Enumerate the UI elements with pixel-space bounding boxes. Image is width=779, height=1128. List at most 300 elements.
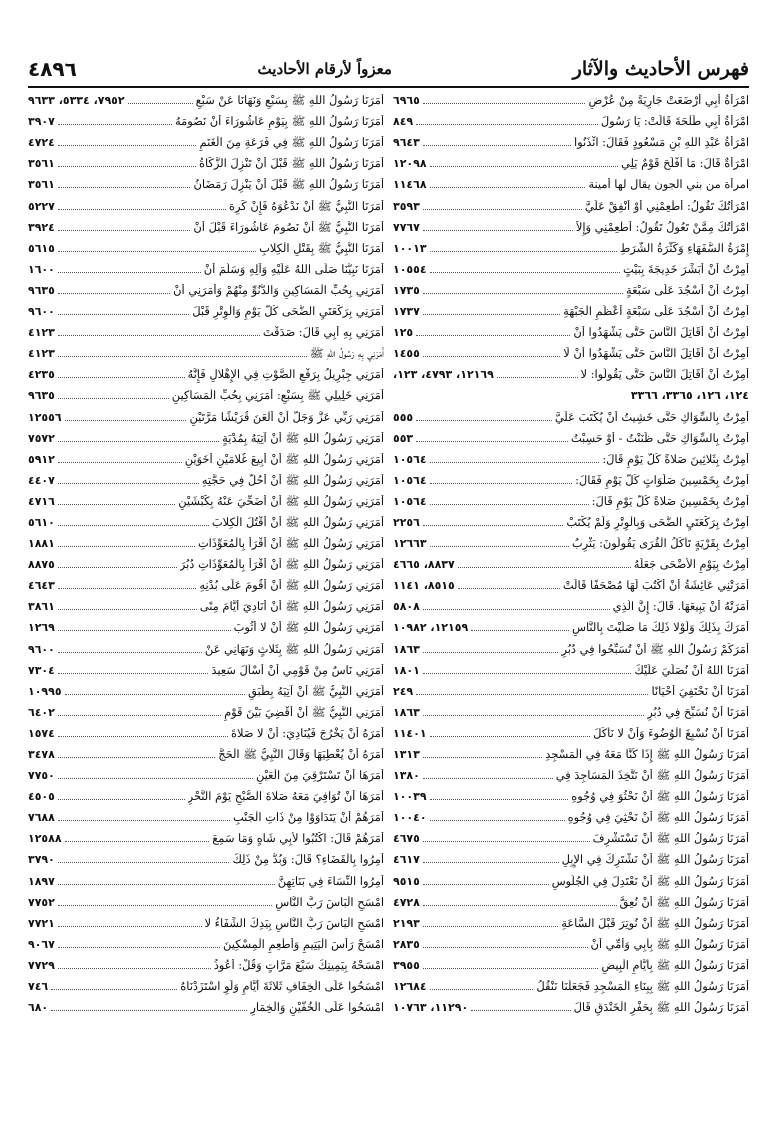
dot-leader	[423, 905, 617, 906]
hadith-incipit: أَمَرَنَا النَّبِيُّ ﷺ أَنْ نَدْعُوَهُ فَإِنْ كَرِهَ	[229, 199, 384, 213]
hadith-numbers: ٢٢٥٦	[393, 515, 420, 529]
hadith-incipit: أَمَرَنِي نَاسٌ مِنْ قَوْمِي أَنْ أَسْأَلَ سَعِيدَ	[211, 663, 384, 677]
hadith-numbers: ٤٧٢٤	[28, 136, 55, 150]
hadith-numbers: ٦٨٠	[28, 1001, 49, 1015]
dot-leader	[423, 862, 559, 863]
dot-leader	[58, 968, 211, 969]
dot-leader	[416, 694, 648, 695]
hadith-incipit: أُمِرْتُ بِرَكْعَتَيِ الضُّحَى وَبِالْوِتْرِ وَلَمْ يُكْتَبْ	[566, 515, 749, 529]
hadith-numbers: ٣٨٦١	[28, 600, 55, 614]
dot-leader	[58, 947, 220, 948]
hadith-incipit: أُمِرُوا بِالْقَضَاءِ؟ قَالَ: وَبُدٌّ مِنْ ذَلِكَ	[232, 853, 384, 867]
index-entry	[28, 215, 384, 236]
index-entry	[28, 468, 384, 489]
hadith-incipit: امْرَأَتُكَ مِمَّنْ تَعُولُ تَقُولُ: أَطْعِمْنِي وَإِلاَّ	[575, 220, 749, 234]
hadith-numbers: ٣٩٥٥	[393, 958, 420, 972]
page-number: ٤٨٩٦	[28, 57, 77, 81]
dot-leader	[458, 567, 631, 568]
dot-leader	[58, 630, 231, 631]
hadith-numbers: ٣٩٠٧	[28, 115, 55, 129]
dot-leader	[423, 841, 590, 842]
index-entry	[28, 784, 384, 805]
index-entry	[393, 636, 749, 657]
hadith-numbers: ٩٠٦٧	[28, 937, 55, 951]
hadith-numbers: ٧٩٥٢، ٥٣٣٤، ٩٦٣٣	[28, 94, 125, 108]
index-entry	[393, 594, 749, 615]
dot-leader	[58, 715, 221, 716]
hadith-incipit: أَمَرَنَا النَّبِيُّ ﷺ أَنْ نَصُومَ عَاشُورَاءَ قَبْلَ أَنْ	[193, 220, 384, 234]
hadith-numbers: ٤٦٤٣	[28, 579, 55, 593]
index-columns	[28, 88, 749, 1110]
hadith-numbers: ٤٤٠٧	[28, 473, 55, 487]
index-entry	[28, 404, 384, 425]
dot-leader	[430, 504, 589, 505]
hadith-incipit: أَمَرَنَا رَسُولُ اللهِ ﷺ قَبْلَ أَنْ يَنْزِلَ رَمَضَانُ	[193, 178, 384, 192]
index-entry	[393, 510, 749, 531]
hadith-numbers: ٤٦٧٥	[393, 832, 420, 846]
hadith-numbers: ٥٥٣	[393, 431, 414, 445]
index-entry	[28, 552, 384, 573]
hadith-incipit: امْرَأةُ أَبِي طَلْحَةَ قَالَتْ: يَا رَسُولَ	[600, 115, 749, 129]
hadith-incipit: أُمِرْتُ بِقَرْيَةٍ تَأْكُلُ الْقُرَى يَقُولُونَ: يَثْرِبُ	[571, 537, 749, 551]
hadith-incipit: أَمَرَنَا رَسُولُ اللهِ ﷺ أَنْ نَعْتَدِلَ فِي الْجُلُوسِ	[551, 874, 749, 888]
hadith-numbers: ١٥٧٤	[28, 726, 55, 740]
index-entry	[393, 151, 749, 172]
hadith-numbers: ٥٩١٢	[28, 452, 55, 466]
dot-leader	[58, 609, 197, 610]
hadith-numbers: ١٨٩٧	[28, 874, 55, 888]
hadith-numbers: ١٠٩٩٥	[28, 684, 62, 698]
dot-leader	[430, 272, 620, 273]
hadith-numbers: ٧٦٨٨	[28, 811, 55, 825]
hadith-numbers: ١٠٥٦٤	[393, 452, 427, 466]
hadith-numbers: ١٢١٦٩، ٤٧٩٣، ١٢٣،	[393, 368, 494, 382]
index-entry	[393, 742, 749, 763]
hadith-numbers: ٥٦١٥	[28, 241, 55, 255]
hadith-incipit: أَمَرَنِي النَّبِيُّ ﷺ أَنْ آتِيَهُ بِطَبَقٍ	[248, 684, 384, 698]
hadith-numbers: ٧٣٠٤	[28, 663, 55, 677]
hadith-incipit: أُمِرْتُ بِخَمْسِينَ صَلَوَاتٍ كُلَّ يَوْمٍ فَقَالَ:	[575, 473, 749, 487]
index-entry	[28, 658, 384, 679]
index-entry	[393, 172, 749, 193]
index-entry	[393, 805, 749, 826]
hadith-numbers: ٧٥٧٢	[28, 431, 55, 445]
index-entry	[393, 320, 749, 341]
index-entry	[393, 700, 749, 721]
dot-leader	[430, 989, 534, 990]
hadith-incipit: أَمَرَنَا رَسُولُ اللهِ ﷺ أَنْ نُوتِرَ قَبْلَ السَّاعَةِ	[561, 916, 749, 930]
index-entry	[28, 573, 384, 594]
index-entry	[393, 130, 749, 151]
index-entry	[393, 468, 749, 489]
hadith-incipit: أَمَرَهَا أَنْ تُوَافِيَ مَعَهُ صَلاةَ الصُّبْحِ يَوْمَ النَّحْرِ	[187, 790, 384, 804]
section-subtitle: معزواً لأرقام الأحاديث	[257, 60, 392, 78]
hadith-incipit: أُمِرْتُ أَنْ أُقَاتِلَ النَّاسَ حَتَّى يَقُولُوا: لا	[580, 368, 749, 382]
hadith-incipit: أَمَرَنِي رَسُولُ اللهِ ﷺ أَنْ أَقْرَأَ بِالْمُعَوِّذَاتِ	[197, 537, 384, 551]
hadith-numbers: ٣٥٦١	[28, 157, 55, 171]
dot-leader	[58, 736, 228, 737]
hadith-numbers: ١٢١٥٩، ١٠٩٨٢	[393, 621, 469, 635]
dot-leader	[430, 546, 569, 547]
index-entry	[28, 679, 384, 700]
hadith-incipit: أَمَرَنِي النَّبِيُّ ﷺ أَنْ أَقْضِيَ بَيْنَ قَوْمٍ	[224, 705, 384, 719]
dot-leader	[423, 103, 586, 104]
hadith-numbers: ١٢٥٨٨	[28, 832, 62, 846]
dot-leader	[423, 209, 582, 210]
page-header	[28, 52, 749, 88]
index-entry	[393, 932, 749, 953]
dot-leader	[58, 441, 219, 442]
dot-leader	[58, 778, 253, 779]
dot-leader	[416, 335, 570, 336]
hadith-numbers: ١٧٣٥	[393, 283, 420, 297]
dot-leader	[58, 588, 197, 589]
hadith-numbers: ٦٩٦٥	[393, 94, 420, 108]
hadith-incipit: إِمْرَةُ السُّفَهَاءِ وَكَثْرَةُ الشُّرَطِ	[619, 241, 749, 255]
dot-leader	[58, 884, 275, 885]
index-entry	[28, 193, 384, 214]
dot-leader	[430, 736, 590, 737]
hadith-numbers: ١٢٥٥٦	[28, 410, 62, 424]
dot-leader	[51, 989, 177, 990]
hadith-numbers: ٨٨٣٧، ٤٦٦٥	[393, 558, 455, 572]
index-entry	[393, 278, 749, 299]
hadith-incipit: أَمَرَنِي رَسُولُ اللهِ ﷺ أَنْ آتِيَهُ بِمُدْيَةٍ	[222, 431, 384, 445]
hadith-incipit: امرأة من بني الجون يقال لها أمينة	[588, 178, 749, 192]
hadith-incipit: أَمَرَهُ أَنْ يَخْرُجَ فَيُنَادِيَ: أَنْ لا صَلاةَ	[230, 726, 384, 740]
hadith-numbers: ١٠٠٣٩	[393, 790, 427, 804]
hadith-incipit: أَمَرَكُمْ رَسُولُ اللهِ ﷺ أَنْ تُسَبِّحُوا فِي دُبُرِ	[561, 642, 749, 656]
index-entry	[28, 826, 384, 847]
hadith-incipit: امْرَأَتُكَ تَقُولُ: أَطْعِمْنِي أَوْ أَنْفِقْ عَلَيَّ	[584, 199, 749, 213]
dot-leader	[430, 251, 617, 252]
dot-leader	[423, 715, 644, 716]
hadith-incipit: امْسَحْهُ بِيَمِينِكَ سَبْعَ مَرَّاتٍ وَقُلْ: أَعُوذُ	[213, 958, 384, 972]
hadith-numbers: ١٣٨٠	[393, 769, 420, 783]
hadith-incipit: أَمَرَنَا رَسُولُ اللهِ ﷺ قَبْلَ أَنْ تَنْزِلَ الزَّكَاةُ	[198, 157, 384, 171]
index-entry	[393, 974, 749, 995]
index-entry	[393, 362, 749, 383]
index-entry	[28, 890, 384, 911]
dot-leader	[58, 145, 197, 146]
hadith-incipit: أَمَرَنَا رَسُولُ اللهِ ﷺ أَنْ نَسْتَشْرِفَ	[592, 832, 749, 846]
dot-leader	[58, 757, 215, 758]
dot-leader	[128, 103, 193, 104]
hadith-numbers: ١٢٤، ١٢٦، ٣٣٦٥، ٣٣٦٦	[630, 389, 749, 403]
hadith-incipit: أُمِرْتُ أَنْ أَسْجُدَ عَلَى سَبْعَةٍ	[626, 283, 749, 297]
hadith-numbers: ٧٧٥٢	[28, 895, 55, 909]
index-entry	[28, 932, 384, 953]
hadith-incipit: أَمَرَنَا رَسُولُ اللهِ ﷺ بِبِنَاءِ الْمَسْجِدِ فَجَعَلْنَا نَنْقُلُ	[536, 980, 749, 994]
hadith-incipit: أُمِرْتُ بِثَلاثِينَ صَلاةً كُلَّ يَوْمٍ قَالَ:	[602, 452, 749, 466]
hadith-incipit: أَمَرَنِي رَسُولُ اللهِ ﷺ أَنْ أُضَحِّيَ عَنْهُ بِكَبْشَيْنِ	[178, 494, 384, 508]
index-entry	[393, 784, 749, 805]
dot-leader	[58, 251, 256, 252]
hadith-incipit: أُمِرْتُ بِالسِّوَاكِ حَتَّى خَشِيتُ أَنْ يُكْتَبَ عَلَيَّ	[554, 410, 749, 424]
hadith-incipit: امْسَحُوا عَلَى الْخُفَّيْنِ وَالْخِمَارِ	[250, 1001, 384, 1015]
hadith-numbers: ٧٧٦٧	[393, 220, 420, 234]
hadith-numbers: ١٢٦٩	[28, 621, 55, 635]
dot-leader	[58, 272, 201, 273]
hadith-numbers: ١٢٦٨٤	[393, 980, 427, 994]
index-entry	[28, 151, 384, 172]
dot-leader	[58, 905, 272, 906]
hadith-numbers: ٢٤٩	[393, 684, 414, 698]
hadith-numbers: ١٢٦٦٣	[393, 537, 427, 551]
index-entry	[28, 172, 384, 193]
hadith-incipit: أَمَرَنِي رَسُولُ اللهِ ﷺ أَنْ أَبِيعَ غُلامَيْنِ أَخَوَيْنِ	[184, 452, 384, 466]
dot-leader	[58, 335, 260, 336]
dot-leader	[58, 293, 170, 294]
index-entry	[28, 88, 384, 109]
dot-leader	[58, 483, 199, 484]
hadith-incipit: أَمَرَنَا أَنْ نُسْبِغَ الْوُضُوءَ وَأَنْ لا نَأْكُلَ	[593, 726, 749, 740]
hadith-incipit: أَمَرَنَا رَسُولُ اللهِ ﷺ أَنْ نُعِقَّ	[619, 895, 749, 909]
hadith-numbers: ١٠٥٦٤	[393, 473, 427, 487]
index-entry	[28, 510, 384, 531]
index-entry	[393, 404, 749, 425]
hadith-numbers: ٣٥٩٣	[393, 199, 420, 213]
hadith-numbers: ١٦٠٠	[28, 262, 55, 276]
hadith-incipit: أُمِرْتُ بِيَوْمِ الأَضْحَى جَعَلَهُ	[633, 558, 749, 572]
hadith-incipit: امْسَحِ الْبَاسَ رَبَّ النَّاسِ بِيَدِكَ الشِّفَاءُ لا	[204, 916, 384, 930]
hadith-numbers: ٥٨٠٨	[393, 600, 420, 614]
hadith-incipit: أَمَرَنِي رَبِّي عَزَّ وَجَلَّ أَنْ أَلْعَنَ قُرَيْشًا مَرَّتَيْنِ	[189, 410, 384, 424]
dot-leader	[58, 504, 175, 505]
hadith-numbers: ٤٢٣٥	[28, 368, 55, 382]
index-entry	[28, 447, 384, 468]
hadith-incipit: أَمَرَنِي بِهِ رَسُولُ اللهِ ﷺ	[309, 347, 384, 361]
hadith-numbers: ١٠٥٦٤	[393, 494, 427, 508]
dot-leader	[58, 926, 202, 927]
index-entry	[393, 615, 749, 636]
hadith-incipit: أَمَرَنِي رَسُولُ اللهِ ﷺ أَنْ أَقُومَ عَلَى بُدْنِهِ	[199, 579, 384, 593]
index-entry	[28, 383, 384, 404]
index-entry	[28, 531, 384, 552]
hadith-numbers: ٤٦١٧	[393, 853, 420, 867]
hadith-incipit: أَمَرَنَا رَسُولُ اللهِ ﷺ أَنْ نَتَّخِذَ الْمَسَاجِدَ فِي	[555, 769, 749, 783]
index-entry	[393, 679, 749, 700]
dot-leader	[458, 588, 560, 589]
hadith-numbers: ٧٧٥٠	[28, 769, 55, 783]
hadith-numbers: ٢١٩٣	[393, 916, 420, 930]
index-entry	[28, 109, 384, 130]
dot-leader	[58, 398, 169, 399]
index-entry	[393, 911, 749, 932]
index-entry	[393, 236, 749, 257]
hadith-numbers: ١٧٣٧	[393, 305, 420, 319]
hadith-numbers: ١٣١٣	[393, 748, 420, 761]
index-entry	[393, 257, 749, 278]
dot-leader	[423, 947, 588, 948]
dot-leader	[471, 630, 569, 631]
hadith-numbers: ٨٨٧٥	[28, 558, 55, 572]
hadith-numbers: ٤١٢٣	[28, 347, 55, 361]
hadith-incipit: أَمَرَنَا رَسُولُ اللهِ ﷺ أَنْ نَشْتَرِكَ فِي الإِبِلِ	[561, 853, 749, 867]
dot-leader	[58, 377, 185, 378]
hadith-incipit: أَمَرَنَا رَسُولُ اللهِ ﷺ بِأَيَّامِ الْبِيضِ	[601, 958, 749, 972]
left-column	[28, 88, 384, 1110]
index-entry	[28, 911, 384, 932]
hadith-numbers: ٩٦٣٥	[28, 283, 55, 297]
dot-leader	[58, 187, 191, 188]
hadith-incipit: أَمَرَنِي رَسُولُ اللهِ ﷺ أَنْ أُنَادِيَ أَيَّامَ مِنًى	[199, 600, 384, 614]
index-entry	[28, 700, 384, 721]
dot-leader	[58, 820, 230, 821]
hadith-numbers: ١٢٠٩٨	[393, 157, 427, 171]
hadith-numbers: ١٠٠١٣	[393, 241, 427, 255]
hadith-numbers: ١٢٥	[393, 326, 414, 340]
hadith-incipit: أَمَرَنَا رَسُولُ اللهِ ﷺ إِذَا كُنَّا مَعَهُ فِي الْمَسْجِدِ	[545, 748, 749, 761]
hadith-incipit: أَمَرَنَا أَنْ نَحْتَفِيَ أَحْيَانًا	[651, 684, 749, 698]
hadith-numbers: ٨٥١٥، ١١٤١	[393, 579, 455, 593]
dot-leader	[430, 799, 569, 800]
hadith-incipit: امْسَحِ الْبَاسَ رَبَّ النَّاسِ	[275, 895, 384, 909]
dot-leader	[58, 567, 177, 568]
hadith-incipit: امْسَحُوا عَلَى الْخِفَافِ ثَلاثَةَ أَيَّامٍ وَلَوِ اسْتَزَدْنَاهُ	[180, 980, 384, 994]
index-entry	[28, 489, 384, 510]
dot-leader	[423, 778, 553, 779]
index-entry	[393, 826, 749, 847]
index-entry	[28, 299, 384, 320]
hadith-numbers: ٢٨٣٥	[393, 937, 420, 951]
hadith-incipit: أَمَرَهُمْ قَالَ: اكْتُبُوا لأَبِي شَاهٍ وَمَا سَمِعَ	[212, 832, 384, 846]
hadith-incipit: أُمِرْتُ بِالسِّوَاكِ حَتَّى ظَنَنْتُ - أَوْ حَسِبْتُ	[570, 431, 749, 445]
dot-leader	[423, 525, 564, 526]
hadith-numbers: ١١٢٩٠، ١٠٧٦٣	[393, 1001, 469, 1015]
dot-leader	[51, 1010, 247, 1011]
hadith-numbers: ٣٤٧٨	[28, 748, 55, 761]
hadith-numbers: ٤١٢٣	[28, 326, 55, 340]
hadith-incipit: أَمَرَنَا رَسُولُ اللهِ ﷺ بِأَبِي وَأُمِّي أَنْ	[590, 937, 749, 951]
index-entry	[393, 341, 749, 362]
dot-leader	[58, 166, 196, 167]
dot-leader	[423, 230, 573, 231]
index-entry	[28, 763, 384, 784]
index-entry	[393, 721, 749, 742]
hadith-numbers: ١٨٦٣	[393, 705, 420, 719]
dot-leader	[423, 926, 558, 927]
hadith-incipit: امْرَأةٌ قَالَ: مَا أَفْلَحَ قَوْمٌ يَلِي	[621, 157, 749, 171]
hadith-incipit: أَمَرَنِي رَسُولُ اللهِ ﷺ بِثَلاثٍ وَنَهَانِي عَنْ	[204, 642, 384, 656]
dot-leader	[423, 884, 549, 885]
dot-leader	[423, 757, 542, 758]
hadith-numbers: ٩٦٤٣	[393, 136, 420, 150]
dot-leader	[423, 968, 599, 969]
hadith-incipit: أَمَرَنَا رَسُولُ اللهِ ﷺ بِسَبْعٍ وَنَهَانَا عَنْ سَبْعٍ	[195, 94, 384, 108]
dot-leader	[423, 145, 571, 146]
hadith-numbers: ٧٧٢١	[28, 916, 55, 930]
hadith-numbers: ٩٦٠٠	[28, 642, 55, 656]
index-entry	[393, 953, 749, 974]
index-entry	[393, 531, 749, 552]
hadith-numbers: ٤٥٠٥	[28, 790, 55, 804]
index-entry	[28, 362, 384, 383]
dot-leader	[430, 187, 586, 188]
dot-leader	[58, 462, 182, 463]
hadith-incipit: أَمَرَنِي رَسُولُ اللهِ ﷺ أَنْ أَحُلَّ فِي حَجَّتِهِ	[201, 473, 384, 487]
hadith-incipit: أَمَرَنَا النَّبِيُّ ﷺ بِقَتْلِ الْكِلابِ	[259, 241, 384, 255]
hadith-numbers: ٣٩٢٤	[28, 220, 55, 234]
index-entry	[28, 426, 384, 447]
index-entry	[28, 130, 384, 151]
hadith-numbers: ٣٧٩٠	[28, 853, 55, 867]
hadith-incipit: أَمَرَنَا رَسُولُ اللهِ ﷺ بِحَفْرِ الْخَنْدَقِ قَالَ	[573, 1001, 749, 1015]
hadith-incipit: امْرَأةُ عَبْدِ اللهِ بْنِ مَسْعُودٍ فَقَالَ: ائْذَنُوا	[573, 136, 749, 150]
hadith-incipit: أَمَرَنَا رَسُولُ اللهِ ﷺ فِي فَرَعَةِ مِنَ الْغَنَمِ	[199, 136, 384, 150]
index-entry	[28, 805, 384, 826]
index-entry	[28, 341, 384, 362]
dot-leader	[423, 652, 559, 653]
index-entry	[28, 953, 384, 974]
hadith-incipit: أَمَرَنَا نَبِيُّنَا صَلَّى اللهُ عَلَيْهِ وَآلِهِ وَسَلَّمَ أَنْ	[203, 262, 384, 276]
index-entry	[393, 447, 749, 468]
hadith-incipit: أَمَرَتْهُ أَنْ يَبِيعَهَا. قَالَ: إِنَّ الَّذِي	[612, 600, 749, 614]
dot-leader	[58, 673, 209, 674]
hadith-incipit: أَمَرَهُمْ أَنْ يَتَدَاوَوْا مِنْ ذَاتِ الْجَنْبِ	[232, 811, 384, 825]
index-entry-continuation	[393, 383, 749, 404]
index-entry	[393, 868, 749, 889]
index-entry	[393, 489, 749, 510]
hadith-incipit: أَمَرَنَا اللهُ أَنْ نُصَلِّيَ عَلَيْكَ	[634, 663, 749, 677]
hadith-numbers: ١٨٨١	[28, 537, 55, 551]
index-entry	[393, 995, 749, 1016]
hadith-numbers: ٤٧٢٨	[393, 895, 420, 909]
index-entry	[393, 109, 749, 130]
index-entry	[28, 636, 384, 657]
hadith-numbers: ١١٤٠١	[393, 726, 427, 740]
hadith-numbers: ١١٤٦٨	[393, 178, 427, 192]
dot-leader	[65, 694, 245, 695]
dot-leader	[58, 314, 189, 315]
hadith-incipit: أُمِرْتُ أَنْ أُقَاتِلَ النَّاسَ حَتَّى يَشْهَدُوا أَنْ	[573, 326, 749, 340]
index-entry	[28, 320, 384, 341]
dot-leader	[423, 293, 623, 294]
hadith-incipit: أُمِرْتُ أَنْ أُبَشِّرَ خَدِيجَةَ بِبَيْتٍ	[623, 262, 749, 276]
hadith-incipit: أُمِرْتُ أَنْ أَسْجُدَ عَلَى سَبْعَةٍ أَعْظُمٍ الْجَبْهَةِ	[563, 305, 749, 319]
dot-leader	[423, 609, 610, 610]
index-title: فهرس الأحاديث والآثار	[572, 58, 749, 80]
hadith-incipit: أَمَرَنَا رَسُولُ اللهِ ﷺ بِيَوْمِ عَاشُورَاءَ أَنْ نَصُومَهُ	[175, 115, 384, 129]
dot-leader	[58, 124, 172, 125]
index-entry	[393, 658, 749, 679]
hadith-numbers: ٧٤٦	[28, 980, 49, 994]
index-entry	[28, 995, 384, 1016]
dot-leader	[423, 314, 560, 315]
dot-leader	[416, 441, 568, 442]
hadith-incipit: أَمَرَنِي خَلِيلِي ﷺ بِسَبْعٍ: أَمَرَنِي بِحُبِّ الْمَسَاكِينِ	[171, 389, 384, 403]
hadith-incipit: أَمَرَنِي رَسُولُ اللهِ ﷺ أَنْ أَقْتُلَ الْكِلابَ	[211, 515, 384, 529]
index-entry	[393, 552, 749, 573]
dot-leader	[430, 462, 600, 463]
hadith-numbers: ٥٥٥	[393, 410, 414, 424]
index-entry	[28, 721, 384, 742]
hadith-incipit: أَمَرَنَا رَسُولُ اللهِ ﷺ أَنْ نَحْثُوَ فِي وُجُوهِ	[571, 790, 749, 804]
dot-leader	[58, 356, 307, 357]
dot-leader	[58, 652, 202, 653]
index-entry	[393, 88, 749, 109]
hadith-incipit: أَمَرَتْنِي عَائِشَةُ أَنْ أَكْتُبَ لَهَا مُصْحَفًا قَالَتْ	[562, 579, 749, 593]
hadith-numbers: ٩٦٠٠	[28, 305, 55, 319]
hadith-incipit: أَمَرَنِي رَسُولُ اللهِ ﷺ أَنْ أَقْرَأَ بِالْمُعَوِّذَاتِ دُبُرَ	[179, 558, 384, 572]
hadith-incipit: أَمَرَنَا رَسُولُ اللهِ ﷺ أَنْ نَحْثِيَ فِي وُجُوهِ	[567, 811, 749, 825]
dot-leader	[430, 166, 618, 167]
hadith-numbers: ٨٤٩	[393, 115, 414, 129]
hadith-incipit: أَمَرَنِي بِهِ أَبِي قَالَ: صَدَقْتَ	[262, 326, 384, 340]
hadith-incipit: أُمِرْتُ بِخَمْسِينَ صَلاةً كُلَّ يَوْمٍ قَالَ:	[591, 494, 749, 508]
index-entry	[28, 868, 384, 889]
index-entry	[28, 257, 384, 278]
